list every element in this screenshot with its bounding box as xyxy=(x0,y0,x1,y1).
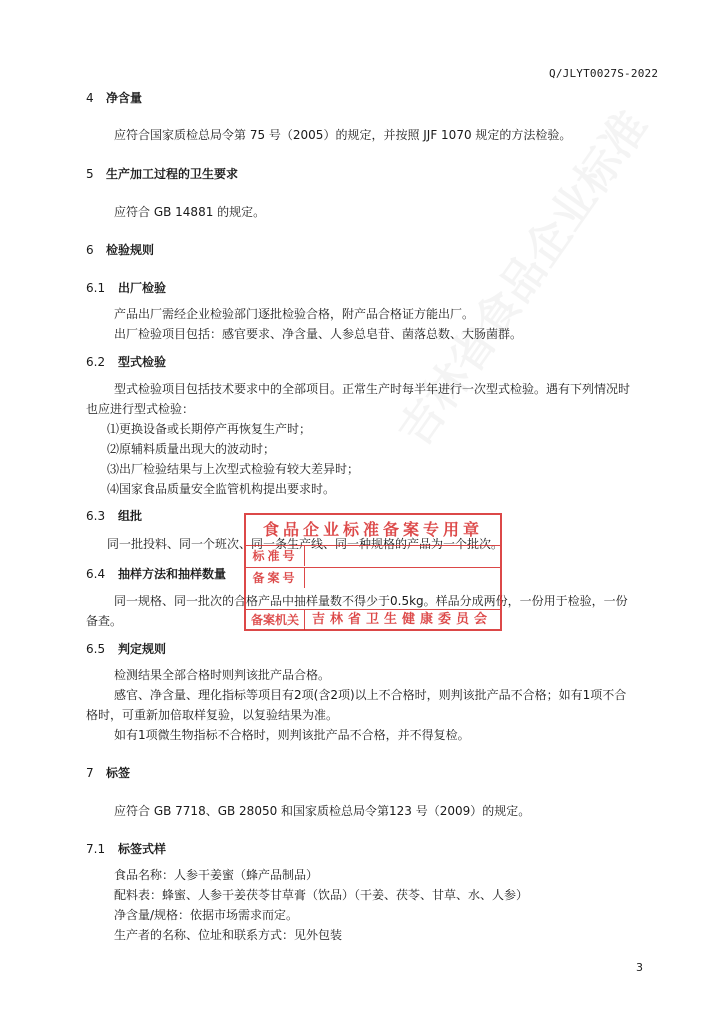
stamp-title: 食品企业标准备案专用章 xyxy=(262,520,483,539)
section-number: 5 xyxy=(86,167,94,181)
filing-stamp xyxy=(244,513,502,631)
section-7-heading xyxy=(86,764,130,781)
section-5-text: 应符合 GB 14881 的规定。 xyxy=(114,205,266,219)
label-line: 配料表：蜂蜜、人参干姜茯苓甘草膏（饮品）（干姜、茯苓、甘草、水、人参） xyxy=(114,888,529,902)
section-6-4-heading xyxy=(86,565,226,582)
paragraph-line: 产品出厂需经企业检验部门逐批检验合格，附产品合格证方能出厂。 xyxy=(114,307,475,321)
paragraph-line: 格时，可重新加倍取样复验，以复验结果为准。 xyxy=(86,708,339,722)
document-code: Q/JLYT0027S-2022 xyxy=(549,67,659,80)
section-4-heading xyxy=(86,89,142,106)
section-title: 标签 xyxy=(106,766,131,780)
stamp-row-authority xyxy=(246,609,500,630)
section-number: 6.2 xyxy=(86,355,106,369)
section-title: 生产加工过程的卫生要求 xyxy=(106,167,239,181)
section-title: 出厂检验 xyxy=(118,281,167,295)
paragraph-line: 也应进行型式检验： xyxy=(86,402,195,416)
section-6-heading xyxy=(86,241,154,258)
section-title: 净含量 xyxy=(106,91,143,105)
section-number: 7 xyxy=(86,766,94,780)
paragraph-line: 备查。 xyxy=(86,614,123,628)
stamp-label: 备案号 xyxy=(246,568,305,588)
section-6-5-heading xyxy=(86,640,166,657)
section-4-text: 应符合国家质检总局令第 75 号（2005）的规定，并按照 JJF 1070 规定的方法检验。 xyxy=(114,128,572,142)
section-title: 检验规则 xyxy=(106,243,155,257)
section-title: 抽样方法和抽样数量 xyxy=(118,567,227,581)
paragraph-line: 型式检验项目包括技术要求中的全部项目。正常生产时每半年进行一次型式检验。遇有下列情况时 xyxy=(114,382,631,396)
section-title: 判定规则 xyxy=(118,642,167,656)
paragraph-line: 出厂检验项目包括：感官要求、净含量、人参总皂苷、菌落总数、大肠菌群。 xyxy=(114,327,523,341)
watermark-text xyxy=(380,96,660,457)
section-6-3-text: 同一批投料、同一个班次、同一条生产线、同一种规格的产品为一个批次。 xyxy=(107,537,504,551)
section-number: 6 xyxy=(86,243,94,257)
page-number: 3 xyxy=(636,961,643,974)
label-line: 生产者的名称、位址和联系方式：见外包装 xyxy=(114,928,343,942)
stamp-label: 备案机关 xyxy=(246,610,305,630)
stamp-label: 标准号 xyxy=(246,546,305,566)
label-line: 净含量/规格：依据市场需求而定。 xyxy=(114,908,299,922)
paragraph-line: 检测结果全部合格时则判该批产品合格。 xyxy=(114,668,331,682)
list-item: ⑵原辅料质量出现大的波动时； xyxy=(107,442,276,456)
section-title: 型式检验 xyxy=(118,355,167,369)
stamp-row-blank xyxy=(246,589,500,605)
section-7-1-heading xyxy=(86,840,166,857)
section-title: 标签式样 xyxy=(118,842,167,856)
section-6-2-heading xyxy=(86,353,166,370)
stamp-row-filing xyxy=(246,567,500,588)
list-item: ⑶出厂检验结果与上次型式检验有较大差异时； xyxy=(107,462,360,476)
section-number: 6.5 xyxy=(86,642,106,656)
section-6-1-heading xyxy=(86,279,166,296)
section-number: 6.4 xyxy=(86,567,106,581)
section-6-3-heading xyxy=(86,507,142,524)
section-5-heading xyxy=(86,165,238,182)
section-number: 6.3 xyxy=(86,509,106,523)
paragraph-line: 感官、净含量、理化指标等项目有2项(含2项)以上不合格时，则判该批产品不合格；如有1项不合 xyxy=(114,688,627,702)
stamp-row-standard xyxy=(246,545,500,566)
list-item: ⑷国家食品质量安全监管机构提出要求时。 xyxy=(107,482,336,496)
stamp-authority: 吉林省卫生健康委员会 xyxy=(311,612,492,627)
section-number: 7.1 xyxy=(86,842,106,856)
section-7-text: 应符合 GB 7718、GB 28050 和国家质检总局令第123 号（2009）的规定。 xyxy=(114,804,531,818)
section-number: 6.1 xyxy=(86,281,106,295)
section-number: 4 xyxy=(86,91,94,105)
section-title: 组批 xyxy=(118,509,143,523)
paragraph-line: 同一规格、同一批次的合格产品中抽样量数不得少于0.5kg。样品分成两份，一份用于检验，一份 xyxy=(114,594,628,608)
label-line: 食品名称：人参干姜蜜（蜂产品制品） xyxy=(114,868,319,882)
list-item: ⑴更换设备或长期停产再恢复生产时； xyxy=(107,422,312,436)
paragraph-line: 如有1项微生物指标不合格时，则判该批产品不合格，并不得复检。 xyxy=(114,728,470,742)
